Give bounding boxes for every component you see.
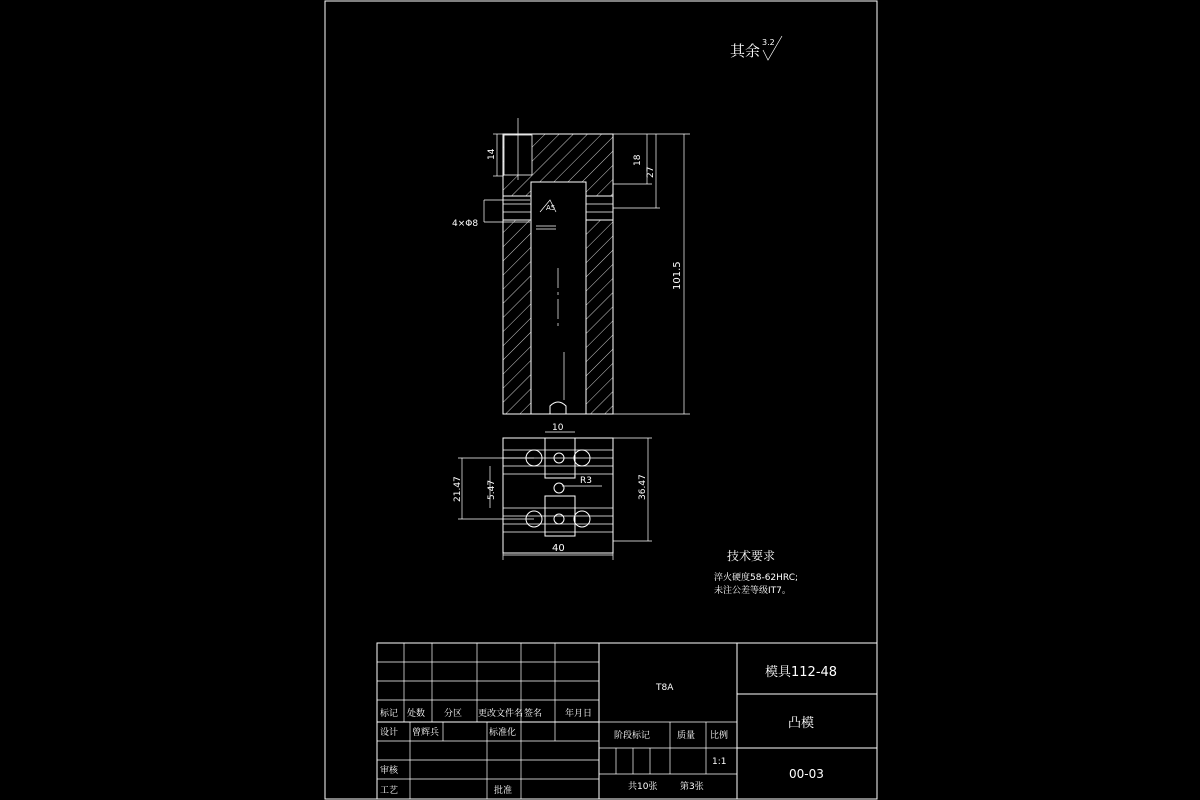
- tech-requirements: [714, 548, 798, 596]
- tech-title: 技术要求: [727, 549, 776, 563]
- dim-holes: 4×Φ8: [452, 219, 479, 229]
- dim-pocket-depth: 27: [646, 166, 656, 178]
- hdr-design: 设计: [380, 728, 399, 738]
- hdr-mark: 标记: [380, 709, 399, 719]
- material: T8A: [656, 683, 674, 693]
- hdr-date: 年月日: [565, 709, 593, 719]
- hdr-approve: 批准: [494, 786, 513, 796]
- hdr-weight: 质量: [677, 731, 696, 741]
- designer-name: 曾辉兵: [412, 728, 440, 738]
- hdr-zone: 分区: [444, 709, 463, 719]
- dim-top-width: 10: [552, 423, 564, 433]
- dim-top-tolerance: 18: [633, 154, 643, 166]
- hdr-standardize: 标准化: [489, 728, 517, 738]
- dim-right-height: 36.47: [638, 474, 648, 500]
- dim-radius: R3: [580, 476, 592, 486]
- scale-value: 1:1: [712, 757, 727, 767]
- total-sheets: 共10张: [628, 782, 658, 792]
- title-block: [377, 643, 877, 799]
- hdr-count: 处数: [407, 709, 426, 719]
- surface-finish-symbol: [730, 36, 782, 60]
- sheet-index: 第3张: [680, 782, 704, 792]
- dim-counterbore-depth: 14: [487, 148, 497, 160]
- weld-note: A5: [546, 204, 556, 212]
- hdr-scale: 比例: [710, 731, 729, 741]
- hdr-change-doc: 更改文件名: [478, 709, 524, 719]
- hdr-review: 审核: [380, 766, 399, 776]
- top-view: [453, 423, 652, 560]
- hdr-stage-mark: 阶段标记: [614, 731, 651, 741]
- dim-left-inner: 5.47: [487, 479, 497, 500]
- sheet-code: 00-03: [789, 767, 824, 781]
- hdr-process: 工艺: [380, 786, 399, 796]
- front-section-view: [452, 118, 690, 414]
- tech-line-2: 未注公差等级IT7。: [714, 586, 791, 596]
- dim-total-height: 101.5: [672, 261, 683, 290]
- surface-finish-value: 3.2: [762, 38, 775, 47]
- part-name: 凸模: [788, 716, 815, 731]
- tech-line-1: 淬火硬度58-62HRC;: [714, 573, 799, 583]
- dim-bottom-width: 40: [552, 543, 565, 554]
- drawing-number: 模具112-48: [765, 665, 838, 680]
- dim-left-height: 21.47: [453, 476, 463, 502]
- surface-finish-label: 其余: [730, 42, 761, 60]
- hdr-signature: 签名: [524, 709, 543, 719]
